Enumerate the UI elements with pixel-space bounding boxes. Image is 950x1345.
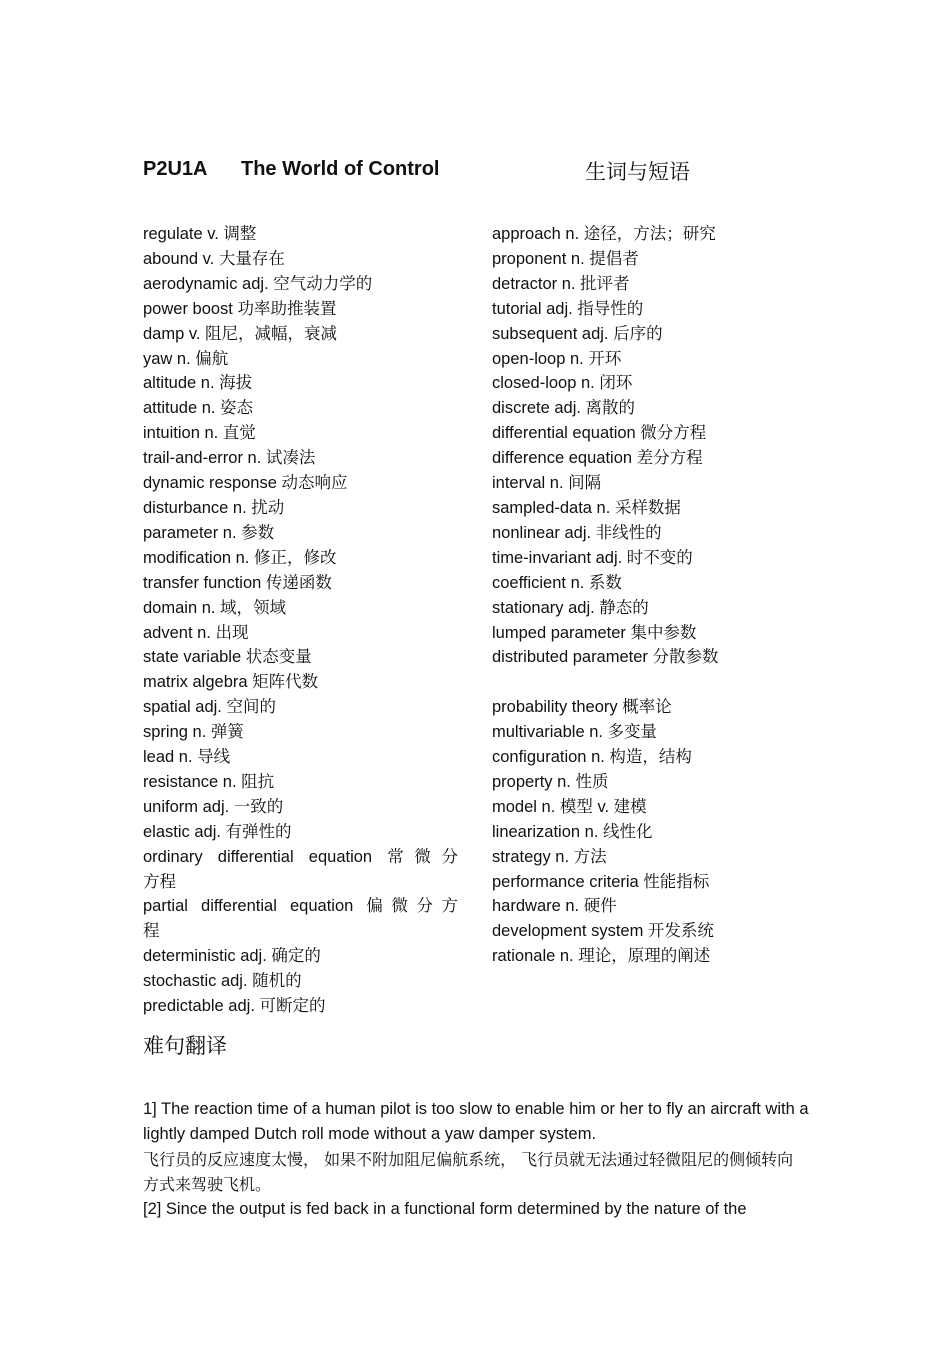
vocab-entry: dynamic response 动态响应: [143, 474, 348, 493]
vocab-entry: disturbance n. 扰动: [143, 498, 285, 517]
vocab-entry: state variable 状态变量: [143, 648, 312, 667]
vocab-entry: resistance n. 阻抗: [143, 772, 275, 791]
vocab-entry: power boost 功率助推装置: [143, 299, 337, 318]
spacer: [492, 670, 822, 695]
vocab-entry: domain n. 域，领域: [143, 598, 287, 617]
vocab-entry: transfer function 传递函数: [143, 573, 332, 592]
vocab-column-left: [143, 222, 458, 1019]
vocab-entry: approach n. 途径，方法；研究: [492, 225, 716, 243]
vocab-entry: stochastic adj. 随机的: [143, 972, 302, 991]
vocab-entry: stationary adj. 静态的: [492, 598, 649, 617]
vocab-entry: altitude n. 海拔: [143, 374, 253, 393]
vocab-entry: nonlinear adj. 非线性的: [492, 523, 662, 542]
vocab-entry: tutorial adj. 指导性的: [492, 299, 644, 318]
vocab-entry-wrapped-line1: ordinary differential equation 常微分: [143, 847, 458, 866]
vocab-entry: discrete adj. 离散的: [492, 399, 636, 418]
vocab-entry: model n. 模型 v. 建模: [492, 797, 647, 816]
vocab-entry: proponent n. 提倡者: [492, 249, 639, 268]
vocab-entry: damp v. 阻尼，减幅，衰减: [143, 324, 338, 343]
unit-code: P2U1A: [143, 158, 208, 180]
vocab-entry-wrapped-line1: partial differential equation 偏微分方: [143, 897, 458, 916]
vocab-entry-wrapped-line2: 方程: [143, 872, 176, 891]
vocab-entry: property n. 性质: [492, 772, 609, 791]
vocab-entry: lead n. 导线: [143, 748, 231, 767]
vocab-column-right: [492, 222, 822, 969]
vocab-entry: intuition n. 直觉: [143, 424, 256, 443]
vocab-entry: lumped parameter 集中参数: [492, 623, 697, 642]
vocab-entry: development system 开发系统: [492, 922, 714, 941]
sentence-1-chinese: 飞行员的反应速度太慢， 如果不附加阻尼偏航系统， 飞行员就无法通过轻微阻尼的侧倾转向方式来驾驶飞机。: [143, 1150, 794, 1194]
vocab-entry: yaw n. 偏航: [143, 349, 229, 368]
vocab-entry: matrix algebra 矩阵代数: [143, 673, 319, 692]
vocab-entry: abound v. 大量存在: [143, 249, 285, 268]
vocab-entry: subsequent adj. 后序的: [492, 324, 663, 343]
vocab-entry: uniform adj. 一致的: [143, 797, 284, 816]
vocab-entry: predictable adj. 可断定的: [143, 997, 326, 1016]
vocab-entry: distributed parameter 分散参数: [492, 648, 719, 667]
vocab-entry: differential equation 微分方程: [492, 424, 707, 443]
vocab-entry: coefficient n. 系数: [492, 573, 622, 592]
vocab-entry: difference equation 差分方程: [492, 449, 703, 468]
vocab-entry: probability theory 概率论: [492, 698, 672, 717]
vocab-entry: modification n. 修正，修改: [143, 548, 337, 567]
section-subtitle: 生词与短语: [585, 160, 690, 184]
vocab-entry: advent n. 出现: [143, 623, 249, 642]
vocab-entry: strategy n. 方法: [492, 847, 607, 866]
vocab-entry: spring n. 弹簧: [143, 723, 244, 742]
sentence-1-english: 1] The reaction time of a human pilot is too slow to enable him or her to fly an aircraft with a lightly damped Dutch roll mode without a yaw damper system.: [143, 1100, 809, 1143]
vocab-entry: aerodynamic adj. 空气动力学的: [143, 274, 373, 293]
vocab-entry: detractor n. 批评者: [492, 274, 630, 293]
vocab-entry: elastic adj. 有弹性的: [143, 822, 292, 841]
vocab-entry-wrapped-line2: 程: [143, 922, 160, 941]
vocab-entry: deterministic adj. 确定的: [143, 947, 321, 966]
vocab-entry: attitude n. 姿态: [143, 399, 254, 418]
title-row: [143, 158, 763, 188]
vocab-entry: time-invariant adj. 时不变的: [492, 548, 693, 567]
vocab-entry: performance criteria 性能指标: [492, 872, 710, 891]
vocab-entry: trail-and-error n. 试凑法: [143, 449, 316, 468]
page-title: The World of Control: [241, 158, 440, 180]
vocab-entry: spatial adj. 空间的: [143, 698, 276, 717]
vocab-entry: linearization n. 线性化: [492, 822, 653, 841]
vocab-entry: hardware n. 硬件: [492, 897, 617, 916]
section-heading: 难句翻译: [143, 1034, 227, 1058]
vocab-entry: configuration n. 构造，结构: [492, 748, 692, 767]
vocab-entry: interval n. 间隔: [492, 474, 602, 493]
vocab-entry: closed-loop n. 闭环: [492, 374, 633, 393]
vocab-entry: regulate v. 调整: [143, 225, 257, 243]
vocab-entry: sampled-data n. 采样数据: [492, 498, 681, 517]
vocab-entry: open-loop n. 开环: [492, 349, 622, 368]
vocab-entry: multivariable n. 多变量: [492, 723, 658, 742]
sentence-2-english: [2] Since the output is fed back in a functional form determined by the nature of the: [143, 1200, 747, 1218]
vocab-entry: rationale n. 理论，原理的阐述: [492, 947, 711, 966]
vocab-entry: parameter n. 参数: [143, 523, 275, 542]
